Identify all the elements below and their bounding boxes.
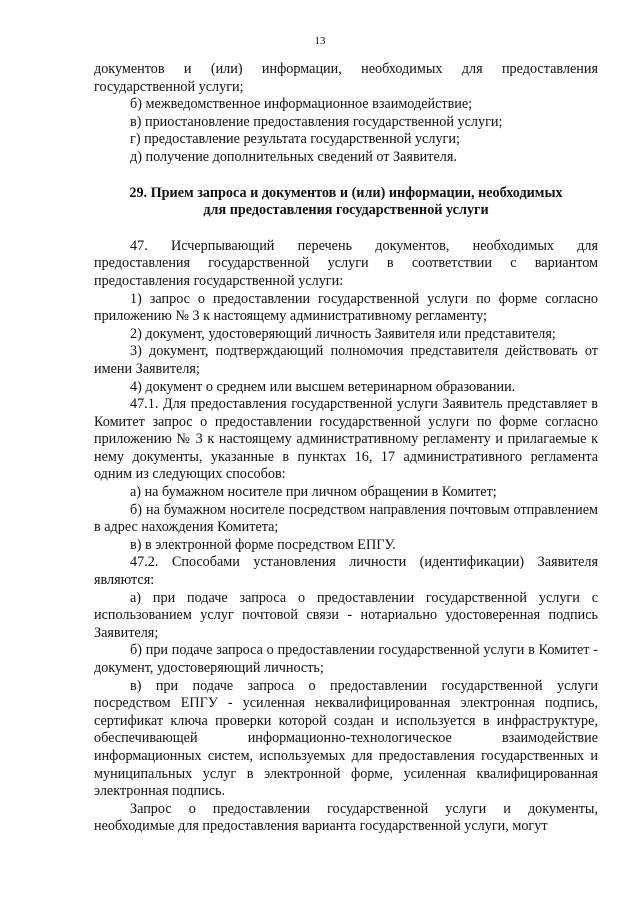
paragraph-47-item-3: 3) документ, подтверждающий полномочия представителя действовать от имени Заявителя; [94, 343, 598, 377]
section-title-line-1: 29. Прием запроса и документов и (или) информации, необходимых [129, 184, 563, 201]
paragraph-47-2: 47.2. Способами установления личности (идентификации) Заявителя являются: [94, 554, 598, 589]
paragraph-47-2-item-b: б) при подаче запроса о предоставлении государственной услуги в Комитет - документ, удостоверяющий личность; [94, 642, 598, 676]
list-item-v: в) приостановление предоставления государственной услуги; [130, 113, 503, 130]
page-number: 13 [314, 35, 326, 47]
paragraph-47-item-2: 2) документ, удостоверяющий личность Заявителя или представителя; [130, 325, 556, 342]
paragraph-47-1: 47.1. Для предоставления государственной услуги Заявитель представляет в Комитет запрос о предоставлении государственной услуги по форме согласно приложению № 3 к настоящему административному регламенту и прилагаемые к нему документы, указанные в пунктах 16, 17 административного регламента одним из следующих способов: [94, 396, 598, 483]
paragraph-47-1-item-v: в) в электронной форме посредством ЕПГУ. [130, 536, 396, 553]
paragraph-last: Запрос о предоставлении государственной услуги и документы, необходимые для предоставления варианта государственной услуги, могут [94, 800, 598, 835]
paragraph-47-1-item-b: б) на бумажном носителе посредством направления почтовым отправлением в адрес нахождения Комитета; [94, 501, 598, 536]
list-item-d: д) получение дополнительных сведений от Заявителя. [130, 148, 457, 165]
paragraph-47-2-item-v: в) при подаче запроса о предоставлении государственной услуги посредством ЕПГУ - усиленная неквалифицированная электронная подпись, сертификат ключа проверки которой создан и используется в инфраструктуре, обеспечивающей информационно-технологическое взаимодействие информационных систем, используемых для предоставления государственных и муниципальных услуг в электронной форме, усиленная квалифицированная электронная подпись. [94, 677, 598, 800]
paragraph-47-1-item-a: а) на бумажном носителе при личном обращении в Комитет; [130, 484, 497, 501]
list-item-b: б) межведомственное информационное взаимодействие; [130, 96, 473, 113]
intro-line-2: государственной услуги; [94, 78, 244, 95]
section-title-line-2: для предоставления государственной услуги [203, 202, 489, 219]
paragraph-47-item-4: 4) документ о среднем или высшем ветеринарном образовании. [130, 378, 516, 395]
document-body [94, 61, 598, 836]
paragraph-47-item-1: 1) запрос о предоставлении государственной услуги по форме согласно приложению № 3 к настоящему административному регламенту; [94, 290, 598, 325]
paragraph-47-2-item-a: а) при подаче запроса о предоставлении государственной услуги с использованием услуг почтовой связи - нотариально удостоверенная подпись Заявителя; [94, 589, 598, 641]
intro-line-1: документов и (или) информации, необходимых для предоставления [94, 61, 598, 77]
paragraph-47: 47. Исчерпывающий перечень документов, необходимых для предоставления государственной услуги в соответствии с вариантом предоставления государственной услуги: [94, 237, 598, 289]
list-item-g: г) предоставление результата государственной услуги; [130, 131, 460, 148]
